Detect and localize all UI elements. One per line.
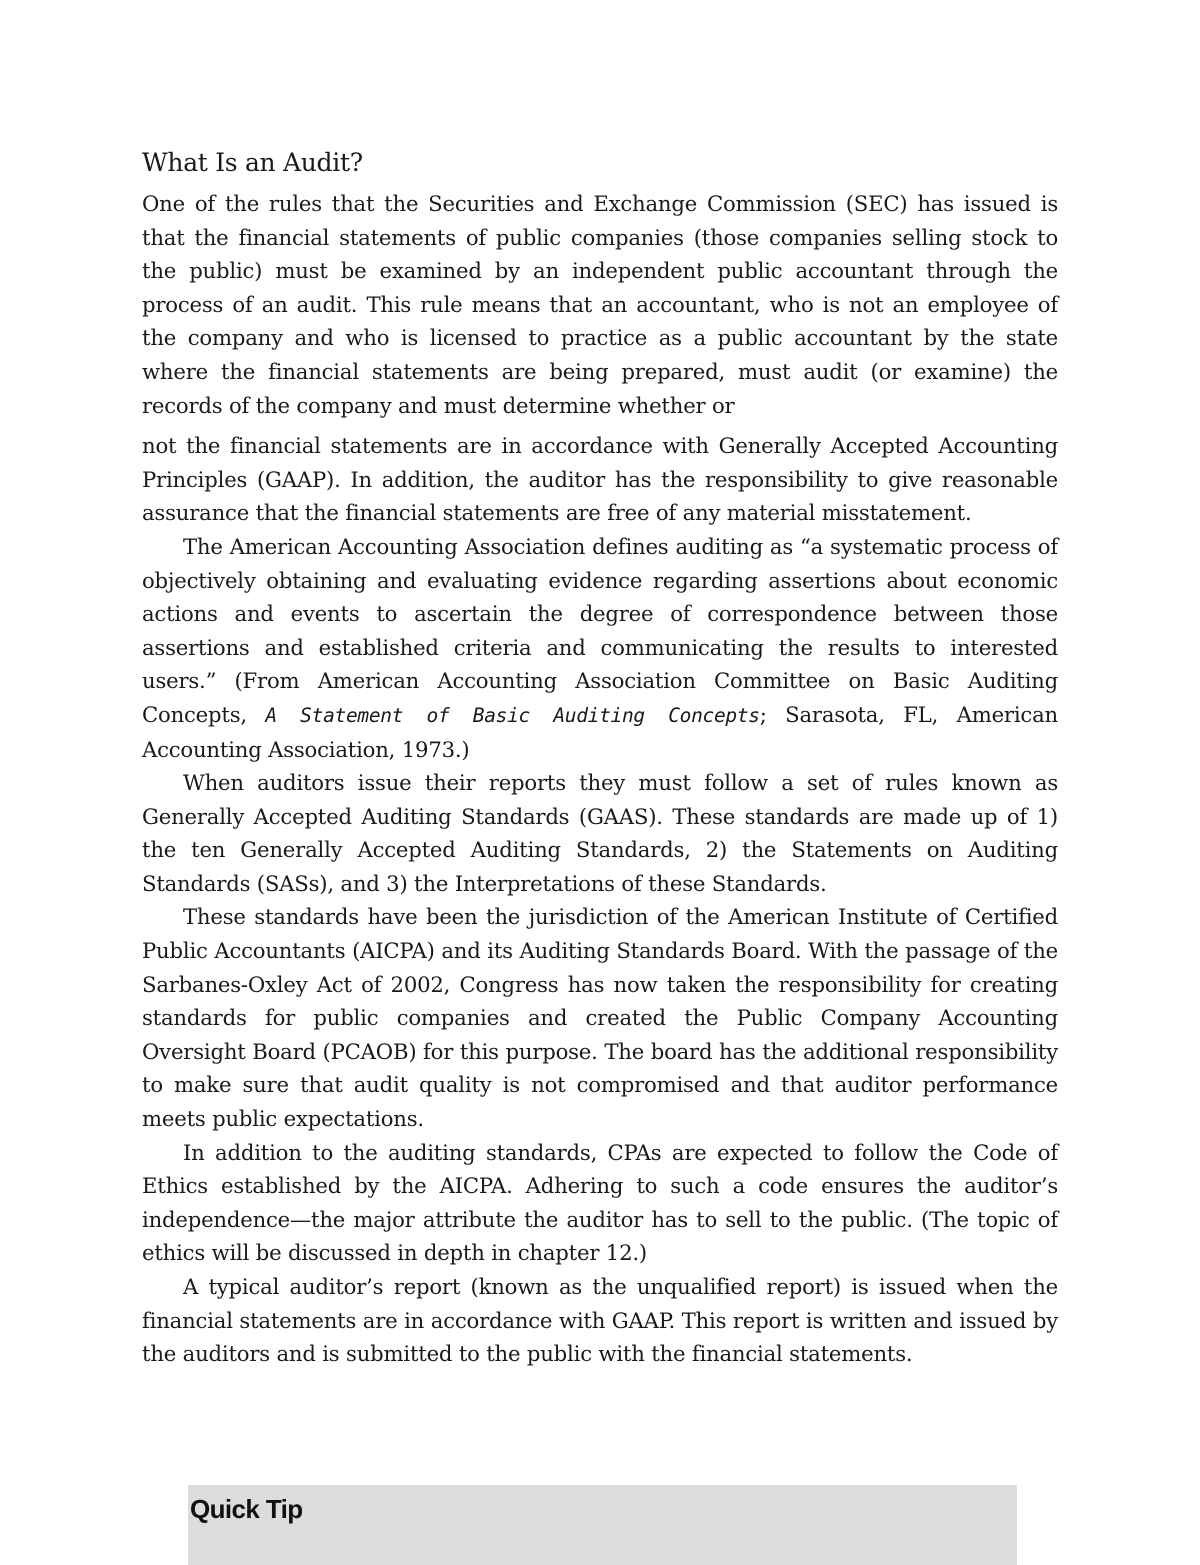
section-title: What Is an Audit?	[142, 148, 363, 177]
paragraph-gaap: not the financial statements are in accordance with Generally Accepted Accounting Principles (GAAP). In addition, the auditor has the responsibility to give reasonable assurance that the financial statements are free of any material misstatement.	[142, 433, 1058, 526]
aaa-citation-tail: ; Sarasota, FL, American Accounting Association, 1973.)	[142, 701, 1058, 762]
quick-tip-title: Quick Tip	[190, 1494, 303, 1524]
paragraph-gaas: When auditors issue their reports they must follow a set of rules known as Generally Accepted Auditing Standards (GAAS). These standards are made up of 1) the ten Generally Accepted Auditing Standards, 2) the Statements on Auditing Standards (SASs), and 3) the Interpretations of these Standards.	[142, 770, 1058, 896]
paragraph-aaa-definition	[142, 530, 1058, 766]
paragraph-sec-rules: One of the rules that the Securities and Exchange Commission (SEC) has issued is that the financial statements of public companies (those companies selling stock to the public) must be examined by an independent public accountant through the process of an audit. This rule means that an accountant, who is not an employee of the company and who is licensed to practice as a public accountant by the state where the financial statements are being prepared, must audit (or examine) the records of the company and must determine whether or	[142, 191, 1058, 418]
aaa-definition-text: The American Accounting Association defines auditing as “a systematic process of objectively obtaining and evaluating evidence regarding assertions about economic actions and events to ascertain the degree of correspondence between those assertions and established criteria and communicating the results to interested users.” (From American Accounting Association Committee on Basic Auditing Concepts,	[142, 533, 1058, 727]
paragraph-code-of-ethics: In addition to the auditing standards, CPAs are expected to follow the Code of Ethics established by the AICPA. Adhering to such a code ensures the auditor’s independence—the major attribute the auditor has to sell to the public. (The topic of ethics will be discussed in depth in chapter 12.)	[142, 1139, 1058, 1266]
quick-tip-box	[188, 1485, 1017, 1565]
paragraph-aicpa-pcaob: These standards have been the jurisdiction of the American Institute of Certified Public Accountants (AICPA) and its Auditing Standards Board. With the passage of the Sarbanes-Oxley Act of 2002, Congress has now taken the responsibility for creating standards for public companies and created the Public Company Accounting Oversight Board (PCAOB) for this purpose. The board has the additional responsibility to make sure that audit quality is not compromised and that auditor performance meets public expectations.	[142, 904, 1058, 1132]
aaa-publication-title: A Statement of Basic Auditing Concepts	[265, 703, 760, 727]
paragraph-auditors-report: A typical auditor’s report (known as the unqualified report) is issued when the financial statements are in accordance with GAAP. This report is written and issued by the auditors and is submitted to the public with the financial statements.	[142, 1274, 1058, 1367]
document-body	[142, 146, 1058, 1371]
